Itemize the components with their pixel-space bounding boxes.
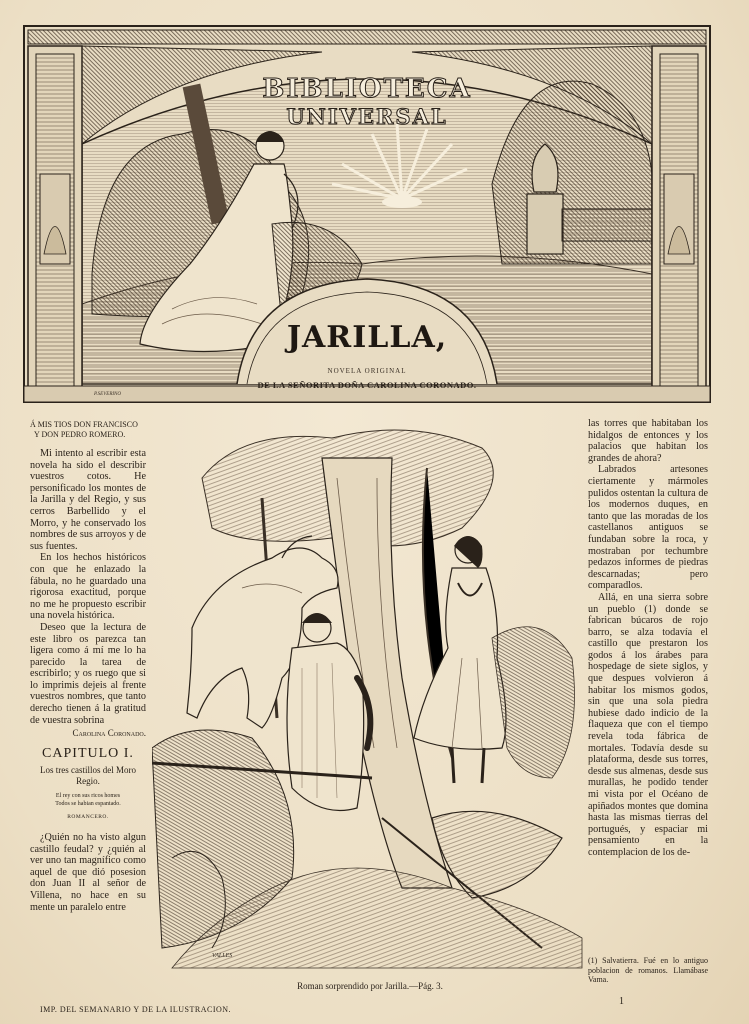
paragraph: ¿Quién no ha visto algun castillo feudal? y ¿quién al ver uno tan magnífico como aquel de que dió posesion don Juan II al señor de Villena, no hace en su mente un paralelo entre [30, 832, 146, 913]
work-title: JARILLA, [286, 320, 448, 355]
footnote: (1) Salvatierra. Fué en lo antiguo poblacion de romanos. Llamábase Vama. [588, 956, 708, 984]
epigraph-source: ROMANCERO. [67, 814, 109, 821]
printer-imprint: IMP. DEL SEMANARIO Y DE LA ILUSTRACION. [40, 1005, 232, 1014]
author-line: DE LA SEÑORITA DOÑA CAROLINA CORONADO. [257, 380, 477, 390]
illustration-roman-and-jarilla [152, 418, 584, 973]
chapter-heading: CAPITULO I. [42, 745, 134, 761]
masthead-title-universal: UNIVERSAL [286, 104, 448, 129]
paragraph: Allá, en una sierra sobre un pueblo (1) donde se fabrican búcaros de rojo barro, se alza todavía el castillo que prestaron los godos á los árabes para hospedage de siete siglos, y que despues volvieron á habitar los mismos godos, sin que una sola piedra hubiese dado indicio de la flaqueza que con el tiempo revela toda fábrica de mortales. Todavía desde su plataforma, desde sus torres, desde sus almenas, desde sus murallas, he podido tender mi vista por el Océano de apiñados montes que domina hasta las mismas tierras del portugués, y espaciar mi pensamiento en la contemplacion de los de- [588, 591, 708, 858]
paragraph: las torres que habitaban los hidalgos de entonces y los palacios que habitan los grandes de ahora? [588, 418, 708, 464]
paragraph: En los hechos históricos con que he enlazado la fábula, no he guardado una rigorosa exactitud, porque no me he propuesto escribir una novela histórica. [30, 552, 146, 622]
paragraph: Labrados artesones ciertamente y mármoles pulidos ostentan la cultura de los modernos duques, en tanto que las moradas de los castellanos antiguos se fundaban sobre la roca, y mostraban por techumbre pedazos informes de piedras descarnadas; pero comparadlos. [588, 464, 708, 592]
chapter-subtitle: Los tres castillos del Moro Regio. [40, 765, 136, 787]
dedication [30, 420, 146, 440]
page-number: 1 [619, 996, 624, 1007]
epigraph [30, 793, 146, 808]
illustrator-signature: VALLES [212, 953, 233, 959]
right-text-column [588, 418, 708, 859]
masthead-title-biblioteca: BIBLIOTECA [262, 74, 472, 104]
engraver-signature: P.SEVERINO [94, 392, 121, 397]
masthead-engraving [22, 24, 712, 404]
work-subtitle: NOVELA ORIGINAL [327, 367, 407, 375]
dedication-line: Y DON PEDRO ROMERO. [34, 430, 126, 439]
epigraph-line: El rey con sus ricos homes [55, 793, 121, 800]
left-text-column [30, 420, 146, 913]
author-signature: Carolina Coronado. [72, 728, 146, 739]
illustration-caption: Roman sorprendido por Jarilla.—Pág. 3. [297, 981, 443, 991]
paragraph: Deseo que la lectura de este libro os parezca tan ligera como á mí me lo ha parecido la tarea de escribirlo; y os ruego que si lo imprimis dejeis al frente vuestros nombres, que tanto derecho tienen á la gratitud de vuestra sobrina [30, 621, 146, 726]
dedication-line: Á MIS TIOS DON FRANCISCO [30, 420, 138, 429]
epigraph-line: Todos se habian espantado. [55, 800, 121, 807]
paragraph: Mi intento al escribir esta novela ha sido el describir vuestros cotos. He personificado los montes de la Jarilla y del Regio, y sus cerros Barbellido y el Morro, y he conservado los nombres de sus arroyos y de sus fuentes. [30, 448, 146, 552]
